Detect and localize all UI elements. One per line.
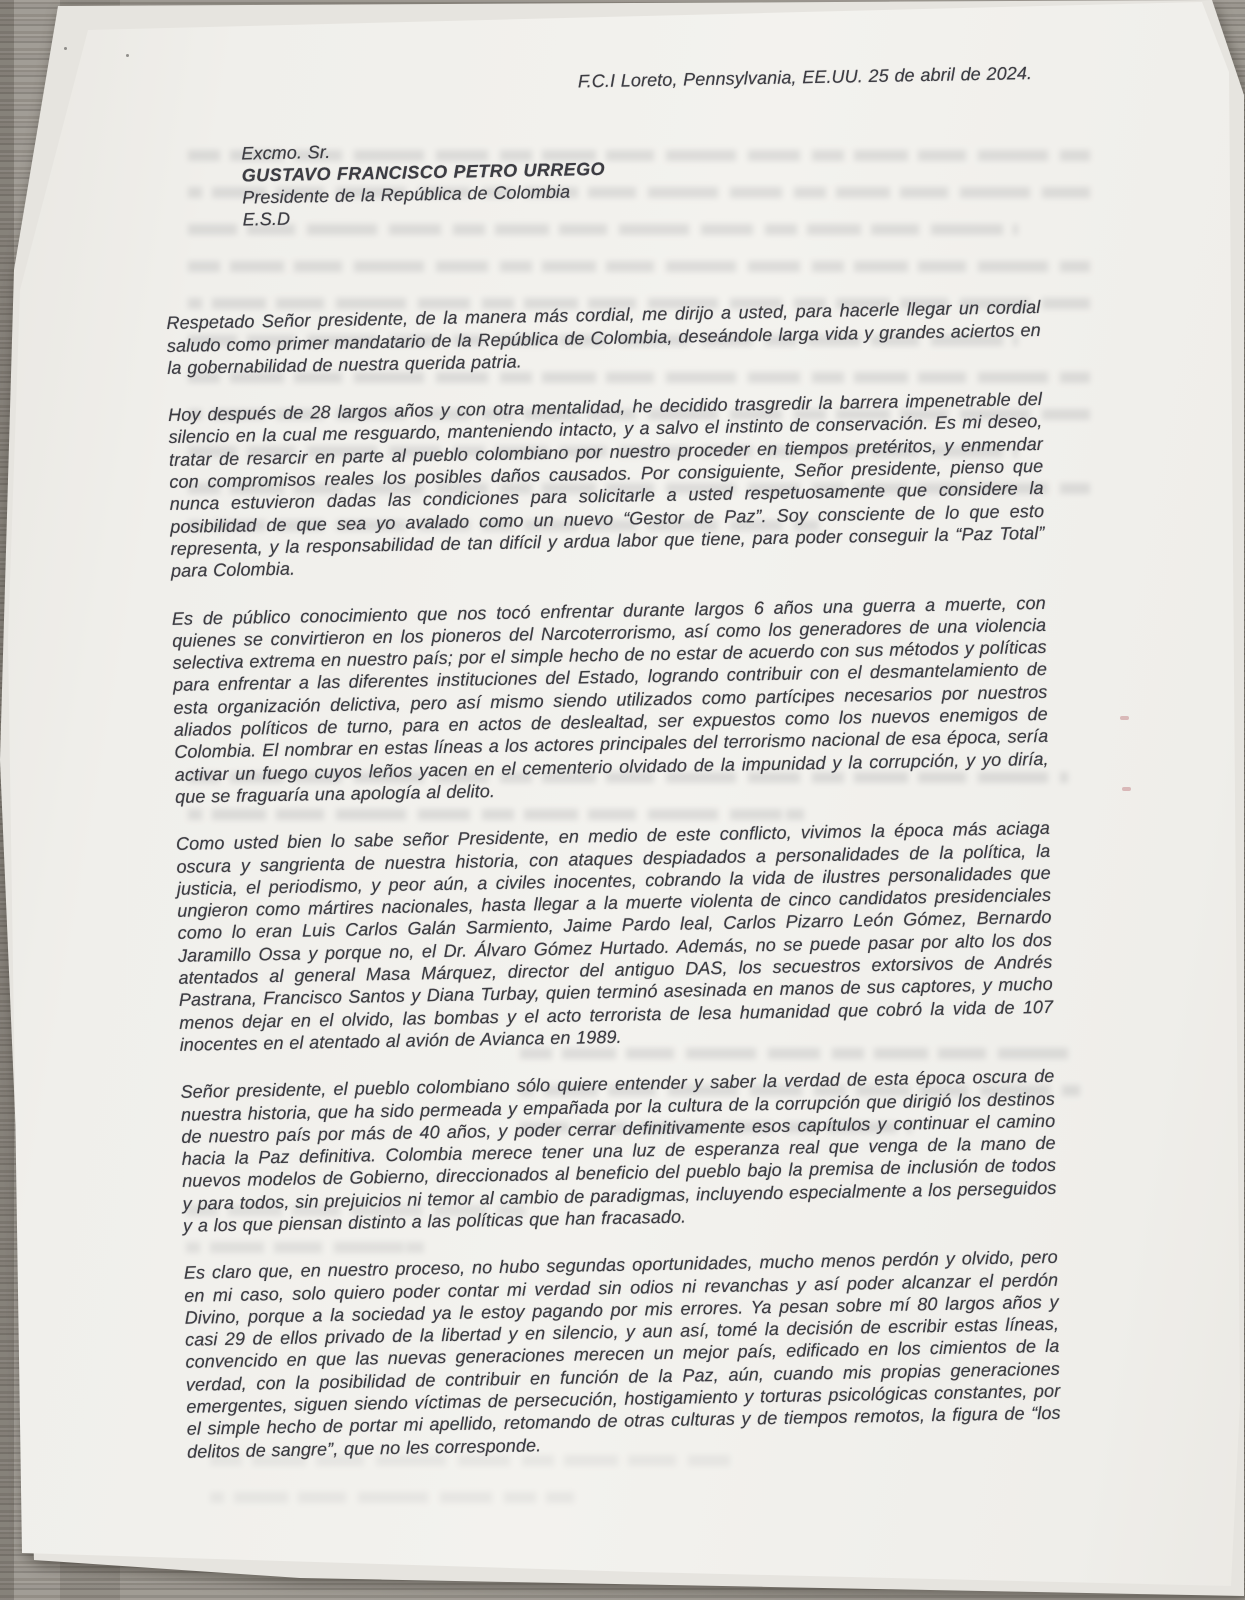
letter-body [166, 296, 1061, 1462]
dateline: F.C.I Loreto, Pennsylvania, EE.UU. 25 de abril de 2024. [577, 63, 1033, 92]
recipient-block [241, 128, 1038, 231]
letter-paragraph: Respetado Señor presidente, de la manera más cordial, me dirijo a usted, para hacerle llegar un cordial saludo como primer mandatario de la República de Colombia, deseándole larga vida y grandes aciertos en la gobernabilidad de nuestra querida patria. [166, 297, 1041, 378]
letter-paragraph: Hoy después de 28 largos años y con otra mentalidad, he decidido trasgredir la barrera impenetrable del silencio en la cual me resguardo, manteniendo intacto, y a salvo el instinto de conservación. Es mi deseo, tratar de resarcir en parte al pueblo colombiano por nuestro proceder en tiempos pretéritos, y enmendar con compromisos reales los posibles daños causados. Por consiguiente, Señor presidente, pienso que nunca estuvieron dadas las condiciones para solicitarle a usted respetuosamente que considere la posibilidad de que sea yo avalado como un nuevo “Gestor de Paz”. Soy consciente de lo que esto representa, y la responsabilidad de tan difícil y ardua labor que tiene, para poder conseguir la “Paz Total” para Colombia. [167, 389, 1045, 582]
pink-mark [1120, 716, 1129, 720]
paper-speck [126, 54, 129, 57]
recipient-title: Presidente de la República de Colombia [242, 181, 571, 208]
recipient-dispatch: E.S.D [242, 208, 291, 230]
letter-paragraph: Es claro que, en nuestro proceso, no hubo segundas oportunidades, mucho menos perdón y olvido, pero en mi caso, solo quiero poder contar mi verdad sin odios ni revanchas y así poder alcanzar el perdón Divino, porque a la sociedad ya le estoy pagando por mis errores. Ya pesan sobre mí 80 largos años y casi 29 de ellos privado de la libertad y en silencio, y aun así, tomé la decisión de escribir estas líneas, convencido en que las nuevas generaciones merecen un mejor país, edificado en los cimientos de la verdad, con la posibilidad de contribuir en función de la Paz, aún, cuando mis propias generaciones emergentes, siguen siendo víctimas de persecución, hostigamiento y torturas psicológicas constantes, por el simple hecho de portar mi apellido, retomando de otras culturas y de tiempos remotos, la figura de “los delitos de sangre”, que no les corresponde. [183, 1247, 1061, 1462]
letter-paragraph: Como usted bien lo sabe señor Presidente, en medio de este conflicto, vivimos la época más aciaga oscura y sangrienta de nuestra historia, con ataques despiadados a personalidades de la política, la justicia, el periodismo, y peor aún, a civiles inocentes, cobrando la vida de ilustres personalidades que ungieron como mártires nacionales, hasta llegar a la muerte violenta de cinco candidatos presidenciales como lo eran Luis Carlos Galán Sarmiento, Jaime Pardo leal, Carlos Pizarro León Gómez, Bernardo Jaramillo Ossa y porque no, el Dr. Álvaro Gómez Hurtado. Además, no se puede pasar por alto los dos atentados al general Masa Márquez, director del antiguo DAS, los secuestros extorsivos de Andrés Pastrana, Francisco Santos y Diana Turbay, quien terminó asesinada en manos de sus captores, y mucho menos dejar en el olvido, las bombas y el acto terrorista de lesa humanidad que cobró la vida de 107 inocentes en el atentado al avión de Avianca en 1989. [175, 818, 1054, 1055]
letter-content [162, 62, 1062, 1488]
letter-paragraph: Es de público conocimiento que nos tocó enfrentar durante largos 6 años una guerra a muerte, con quienes se convirtieron en los pioneros del Narcoterrorismo, así como los generadores de una violencia selectiva extrema en nuestro país; por el simple hecho de no estar de acuerdo con sus métodos y políticas para enfrentar a las diferentes instituciones del Estado, logrando contribuir con el desmantelamiento de esta organización delictiva, pero así mismo siendo utilizados como partícipes necesarios por nuestros aliados políticos de turno, para en actos de deslealtad, ser expuestos como los nuevos enemigos de Colombia. El nombrar en estas líneas a los actores principales del terrorismo nacional de esa época, sería activar un fuego cuyos leños yacen en el cementerio olvidado de la impunidad y la corrupción, y yo diría, que se fraguaría una apología al delito. [171, 592, 1049, 807]
paper-speck [64, 47, 67, 50]
recipient-salutation: Excmo. Sr. [241, 142, 331, 164]
pink-mark [1122, 787, 1131, 791]
recipient-name: GUSTAVO FRANCISCO PETRO URREGO [241, 159, 606, 186]
letter-paragraph: Señor presidente, el pueblo colombiano sólo quiere entender y saber la verdad de esta época oscura de nuestra historia, que ha sido permeada y empañada por la cultura de la corrupción que dirigió los destinos de nuestro país por más de 40 años, y poder cerrar definitivamente esos capítulos y continuar el camino hacia la Paz definitiva. Colombia merece tener una luz de esperanza real que venga de la mano de nuevos modelos de Gobierno, direccionados al beneficio del pueblo bajo la premisa de inclusión de todos y para todos, sin prejuicios ni temor al cambio de paradigmas, incluyendo especialmente a los perseguidos y a los que piensan distinto a las políticas que han fracasado. [180, 1066, 1057, 1236]
